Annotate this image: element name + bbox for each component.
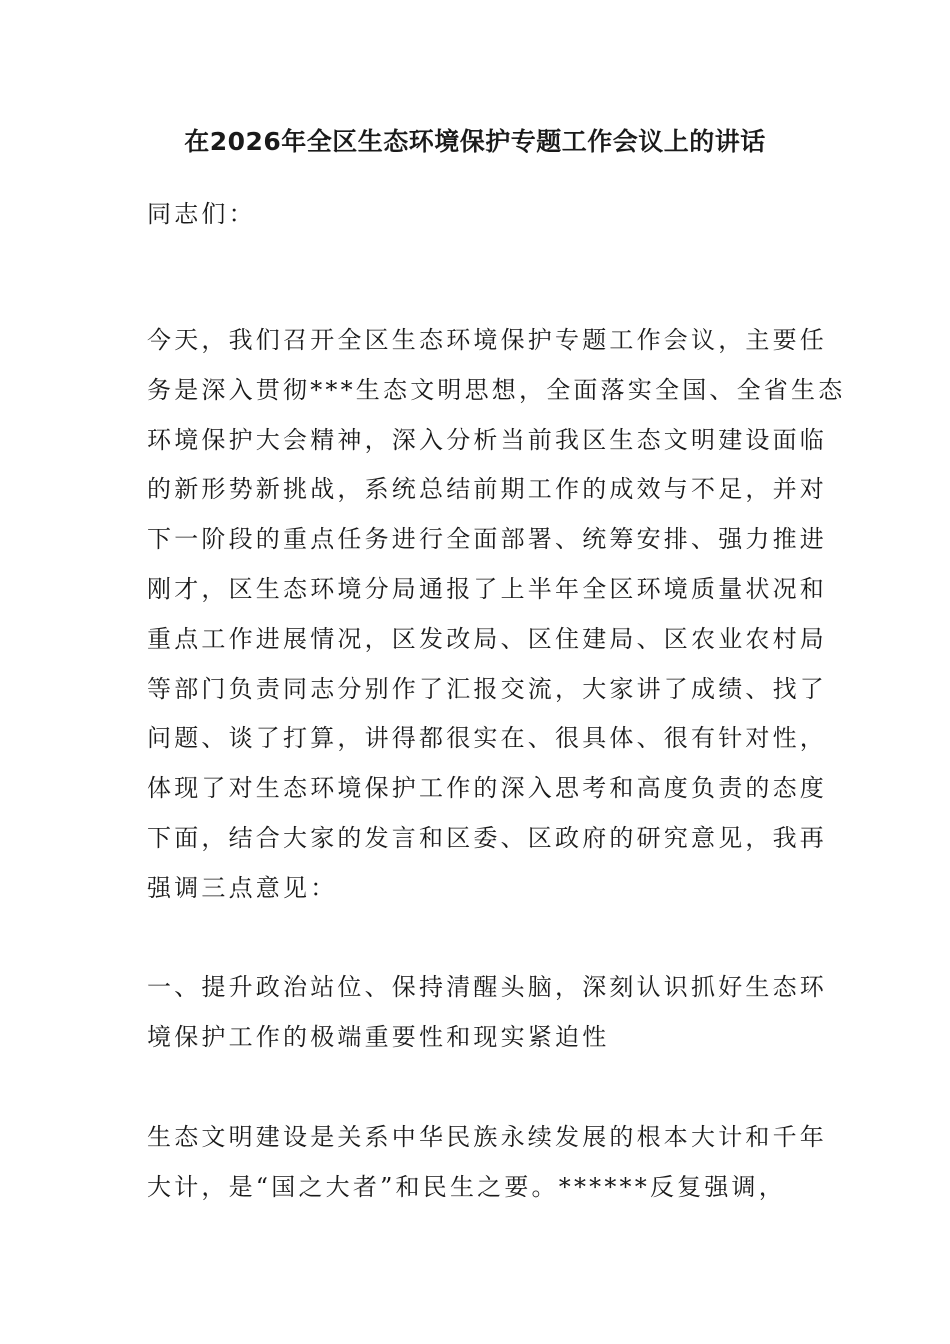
text-line: 环境保护大会精神，深入分析当前我区生态文明建设面临: [147, 425, 827, 454]
heading-line: 一、提升政治站位、保持清醒头脑，深刻认识抓好生态环: [147, 973, 827, 1001]
document-title: 在2026年全区生态环境保护专题工作会议上的讲话: [184, 127, 766, 156]
text-line: 问题、谈了打算，讲得都很实在、很具体、很有针对性，: [147, 724, 827, 753]
text-line: 生态文明建设是关系中华民族永续发展的根本大计和千年: [147, 1123, 827, 1151]
text-line: 强调三点意见：: [147, 873, 338, 902]
heading-line: 境保护工作的极端重要性和现实紧迫性: [147, 1022, 610, 1051]
text-line: 等部门负责同志分别作了汇报交流，大家讲了成绩、找了: [147, 674, 827, 703]
paragraph-section-1: [147, 1113, 827, 1213]
text-line: 重点工作进展情况，区发改局、区住建局、区农业农村局: [147, 624, 827, 653]
text-line: 的新形势新挑战，系统总结前期工作的成效与不足，并对: [147, 475, 827, 504]
section-heading-1: [147, 963, 827, 1063]
salutation: [147, 190, 807, 240]
paragraph-intro: [147, 316, 846, 914]
text-line: 体现了对生态环境保护工作的深入思考和高度负责的态度: [147, 774, 827, 803]
salutation-line: 同志们：: [147, 200, 256, 228]
text-line: 刚才，区生态环境分局通报了上半年全区环境质量状况和: [147, 574, 827, 603]
text-line: 务是深入贯彻***生态文明思想，全面落实全国、全省生态: [147, 375, 846, 404]
text-line: 下一阶段的重点任务进行全面部署、统筹安排、强力推进: [147, 525, 827, 554]
text-line: 下面，结合大家的发言和区委、区政府的研究意见，我再: [147, 823, 827, 852]
text-line: 今天，我们召开全区生态环境保护专题工作会议，主要任: [147, 326, 827, 354]
text-line: 大计，是“国之大者”和民生之要。******反复强调，: [147, 1172, 786, 1201]
